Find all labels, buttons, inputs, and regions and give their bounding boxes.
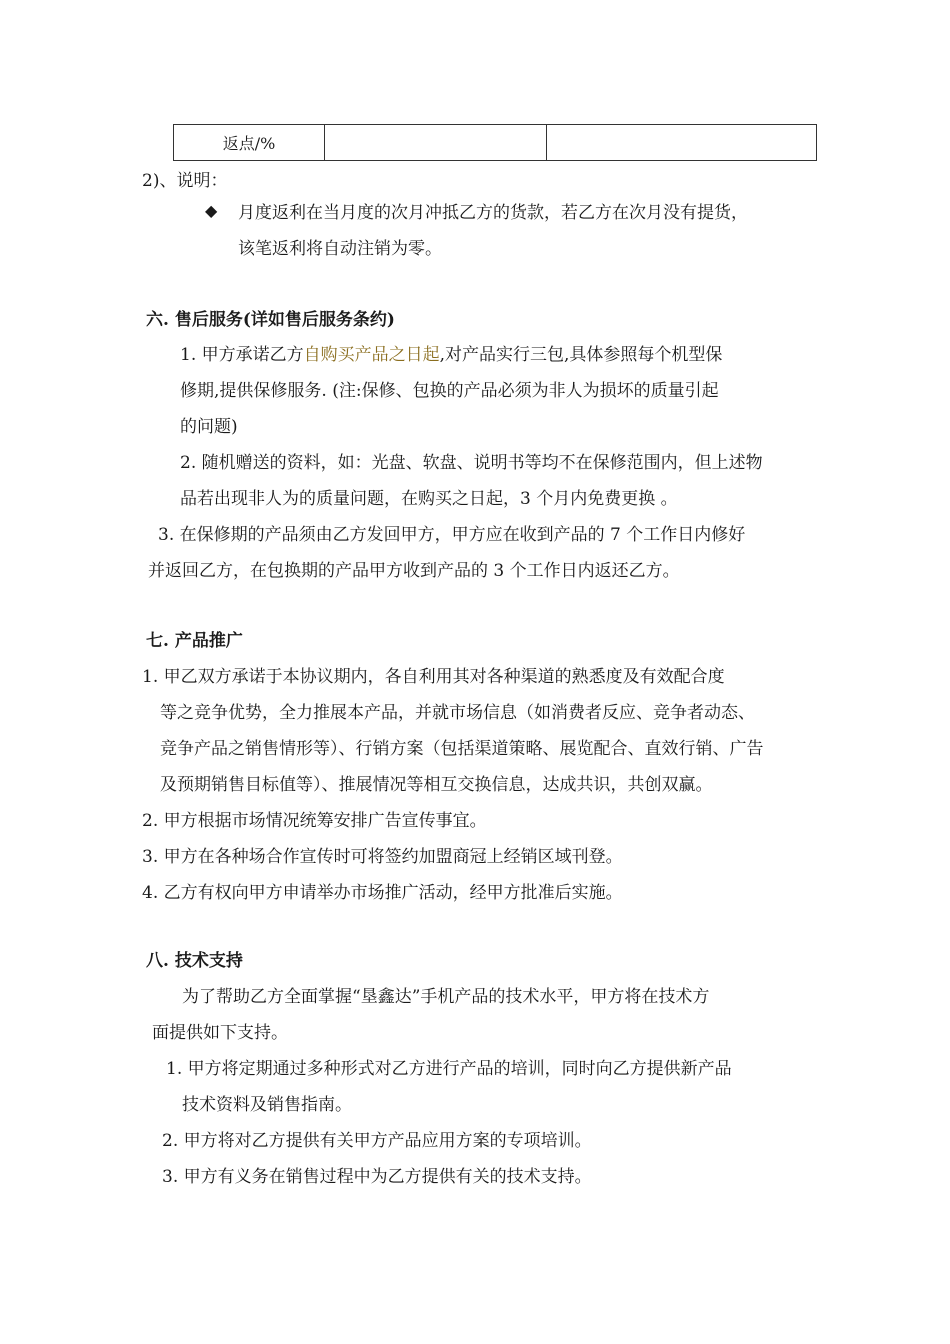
- section-title: 七. 产品推广: [146, 631, 243, 651]
- table-row: [174, 125, 817, 161]
- paragraph-line: 4. 乙方有权向甲方申请举办市场推广活动，经甲方批准后实施。: [142, 883, 623, 903]
- paragraph-line: 的问题): [180, 417, 238, 437]
- paragraph-line: 品若出现非人为的质量问题，在购买之日起，3 个月内免费更换 。: [180, 489, 678, 509]
- paragraph-line: 1. 甲乙双方承诺于本协议期内，各自利用其对各种渠道的熟悉度及有效配合度: [142, 667, 725, 687]
- paragraph-line: 修期,提供保修服务. (注:保修、包换的产品必须为非人为损坏的质量引起: [180, 381, 719, 401]
- paragraph-line: 1. 甲方将定期通过多种形式对乙方进行产品的培训，同时向乙方提供新产品: [166, 1059, 732, 1079]
- paragraph-line: 竞争产品之销售情形等）、行销方案（包括渠道策略、展览配合、直效行销、广告: [160, 739, 764, 759]
- paragraph-line: 并返回乙方，在包换期的产品甲方收到产品的 3 个工作日内返还乙方。: [148, 561, 680, 581]
- paragraph-line: 2. 随机赠送的资料，如：光盘、软盘、说明书等均不在保修范围内，但上述物: [180, 453, 763, 473]
- paragraph-line: 3. 在保修期的产品须由乙方发回甲方，甲方应在收到产品的 7 个工作日内修好: [158, 525, 746, 545]
- table-cell-empty: [325, 125, 547, 161]
- paragraph-line: 等之竞争优势，全力推展本产品，并就市场信息（如消费者反应、竞争者动态、: [160, 703, 755, 723]
- paragraph-line: 为了帮助乙方全面掌握“垦鑫达”手机产品的技术水平，甲方将在技术方: [182, 987, 710, 1007]
- paragraph-line: 技术资料及销售指南。: [182, 1095, 352, 1115]
- note-line: 月度返利在当月度的次月冲抵乙方的货款，若乙方在次月没有提货，: [238, 203, 748, 223]
- note-heading: 2)、说明：: [142, 171, 228, 191]
- rebate-table: [173, 124, 817, 161]
- table-cell-empty: [547, 125, 817, 161]
- section-title: 六. 售后服务(详如售后服务条约): [146, 310, 395, 330]
- highlighted-text: 自购买产品之日起: [303, 345, 440, 365]
- paragraph-line: 面提供如下支持。: [152, 1023, 288, 1043]
- section-title: 八. 技术支持: [146, 951, 243, 971]
- paragraph-line: 及预期销售目标值等）、推展情况等相互交换信息，达成共识，共创双赢。: [160, 775, 713, 795]
- paragraph-line: 3. 甲方在各种场合作宣传时可将签约加盟商冠上经销区域刊登。: [142, 847, 623, 867]
- paragraph-line: 3. 甲方有义务在销售过程中为乙方提供有关的技术支持。: [162, 1167, 592, 1187]
- paragraph-line: 2. 甲方根据市场情况统筹安排广告宣传事宜。: [142, 811, 487, 831]
- paragraph-line: 2. 甲方将对乙方提供有关甲方产品应用方案的专项培训。: [162, 1131, 592, 1151]
- note-line: 该笔返利将自动注销为零。: [238, 239, 442, 259]
- table-cell-label: 返点/%: [174, 125, 325, 161]
- diamond-bullet-icon: ◆: [205, 201, 218, 220]
- paragraph-line: 1. 甲方承诺乙方自购买产品之日起,对产品实行三包,具体参照每个机型保: [180, 345, 723, 365]
